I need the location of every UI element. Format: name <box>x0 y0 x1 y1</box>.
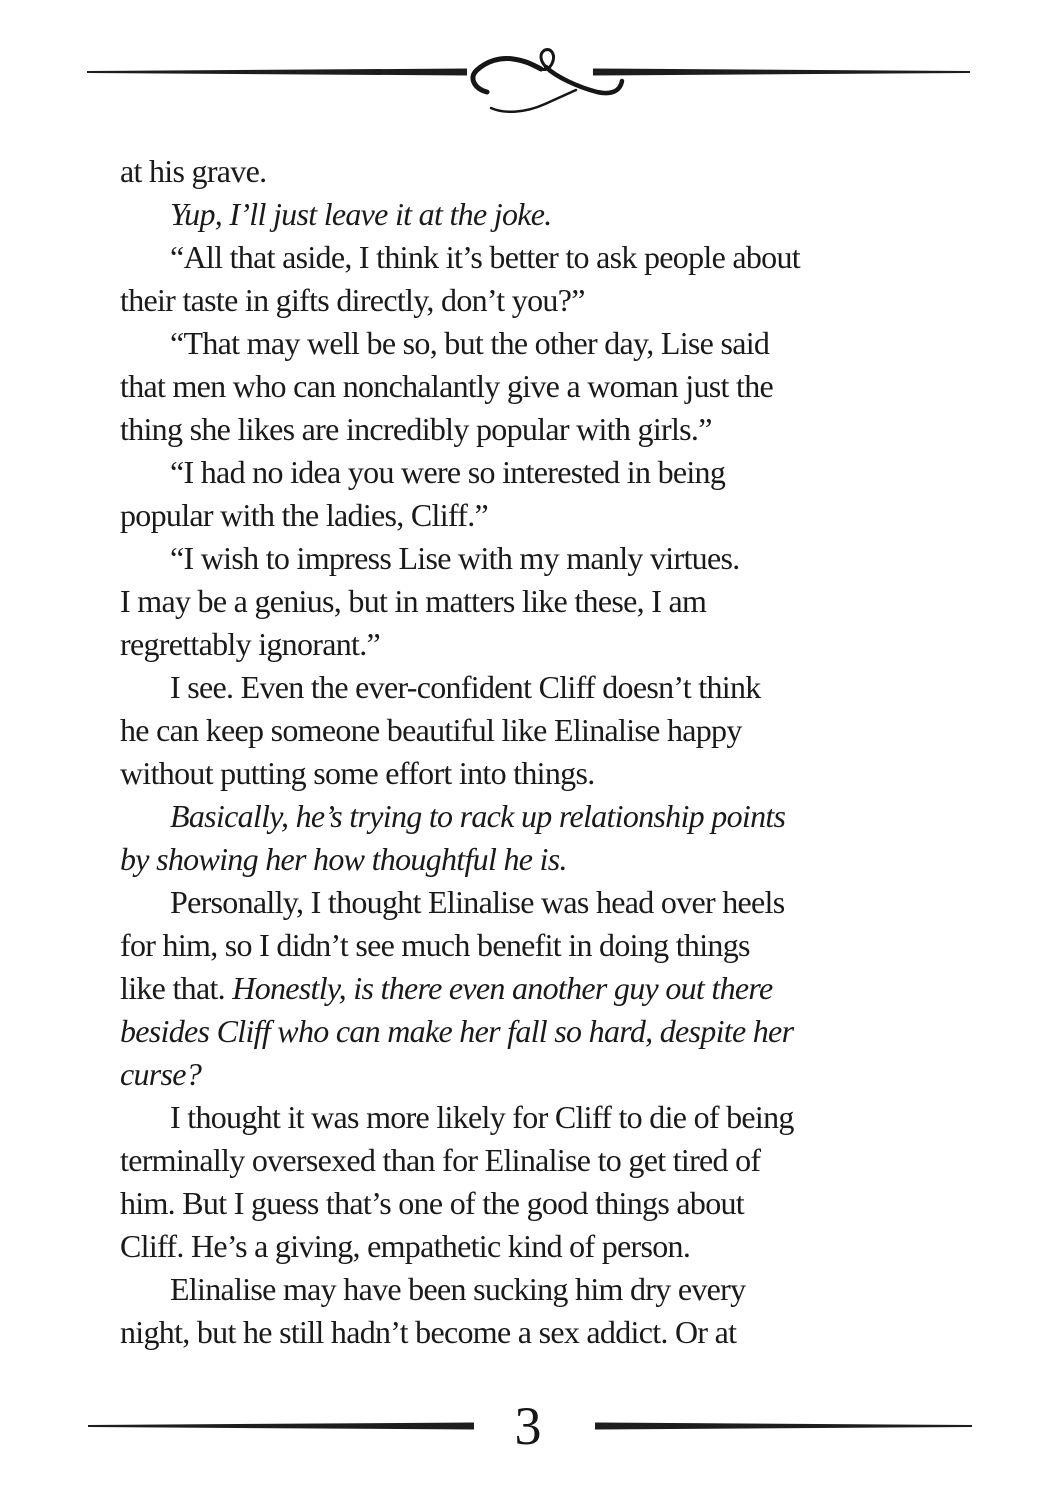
text-line <box>120 408 932 451</box>
text-line <box>120 322 932 365</box>
divider-rule-left <box>87 69 467 76</box>
text-line <box>120 537 932 580</box>
text-segment: at his grave. <box>120 153 267 189</box>
text-segment: “I had no idea you were so interested in being <box>170 454 726 490</box>
text-line <box>120 1268 932 1311</box>
text-segment-italic: Honestly, is there even another guy out there <box>232 970 773 1006</box>
text-segment-italic: besides Cliff who can make her fall so hard, despite her <box>120 1013 794 1049</box>
text-line <box>120 924 932 967</box>
text-segment: I may be a genius, but in matters like these, I am <box>120 583 707 619</box>
text-line <box>120 1139 932 1182</box>
text-line <box>120 1096 932 1139</box>
text-segment-italic: Yup, I’ll just leave it at the joke. <box>170 196 552 232</box>
text-segment-italic: curse? <box>120 1056 202 1092</box>
text-line <box>120 1311 932 1354</box>
text-segment: Personally, I thought Elinalise was head over heels <box>170 884 785 920</box>
text-line <box>120 1053 932 1096</box>
text-segment: their taste in gifts directly, don’t you?” <box>120 282 585 318</box>
text-line <box>120 365 932 408</box>
text-line <box>120 451 932 494</box>
text-line <box>120 279 932 322</box>
text-segment: that men who can nonchalantly give a woman just the <box>120 368 774 404</box>
text-line <box>120 236 932 279</box>
divider-rule-right <box>593 69 970 76</box>
text-line <box>120 623 932 666</box>
text-line <box>120 795 932 838</box>
text-segment: I see. Even the ever-confident Cliff doesn’t think <box>170 669 761 705</box>
text-line <box>120 1225 932 1268</box>
text-segment: night, but he still hadn’t become a sex addict. Or at <box>120 1314 737 1350</box>
text-segment: thing she likes are incredibly popular with girls.” <box>120 411 712 447</box>
text-segment: he can keep someone beautiful like Elinalise happy <box>120 712 742 748</box>
text-segment-italic: by showing her how thoughtful he is. <box>120 841 567 877</box>
text-line <box>120 967 932 1010</box>
text-line <box>120 1010 932 1053</box>
top-divider <box>0 20 1056 130</box>
text-line <box>120 150 932 193</box>
text-line <box>120 580 932 623</box>
page-text <box>120 150 932 1354</box>
text-segment: him. But I guess that’s one of the good things about <box>120 1185 744 1221</box>
text-segment: I thought it was more likely for Cliff to die of being <box>170 1099 794 1135</box>
text-line <box>120 881 932 924</box>
text-line <box>120 838 932 881</box>
text-line <box>120 494 932 537</box>
text-segment: “All that aside, I think it’s better to ask people about <box>170 239 800 275</box>
page-number: 3 <box>514 1396 542 1456</box>
text-segment: popular with the ladies, Cliff.” <box>120 497 489 533</box>
text-segment: Cliff. He’s a giving, empathetic kind of person. <box>120 1228 691 1264</box>
text-segment: Elinalise may have been sucking him dry every <box>170 1271 746 1307</box>
text-segment: terminally oversexed than for Elinalise to get tired of <box>120 1142 761 1178</box>
text-segment: for him, so I didn’t see much benefit in doing things <box>120 927 750 963</box>
page-footer <box>0 1398 1056 1468</box>
text-line <box>120 193 932 236</box>
text-line <box>120 752 932 795</box>
text-line <box>120 666 932 709</box>
flourish-icon <box>473 50 622 112</box>
text-line <box>120 709 932 752</box>
text-segment: “I wish to impress Lise with my manly virtues. <box>170 540 740 576</box>
text-segment: like that. <box>120 970 233 1006</box>
text-line <box>120 1182 932 1225</box>
text-segment: regrettably ignorant.” <box>120 626 381 662</box>
text-segment-italic: Basically, he’s trying to rack up relationship points <box>170 798 786 834</box>
text-segment: without putting some effort into things. <box>120 755 595 791</box>
text-segment: “That may well be so, but the other day, Lise said <box>170 325 770 361</box>
